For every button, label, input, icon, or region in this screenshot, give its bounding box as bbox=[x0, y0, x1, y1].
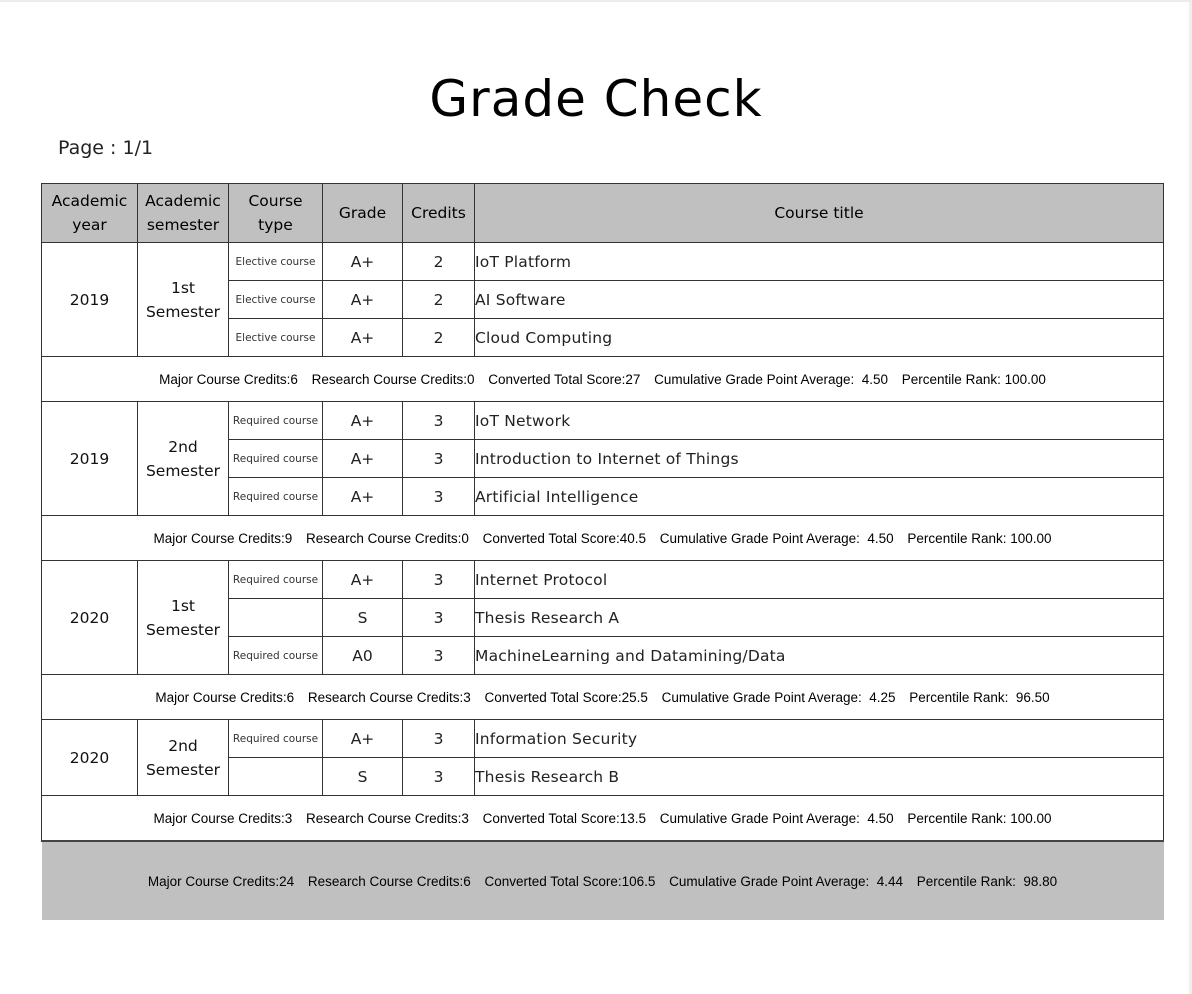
header-text: type bbox=[258, 216, 293, 234]
header-text: Academic bbox=[145, 192, 221, 210]
academic-year-cell: 2020 bbox=[42, 720, 138, 796]
semester-text: 2nd bbox=[168, 437, 198, 456]
course-type-cell: Required course bbox=[229, 720, 323, 758]
header-course-title: Course title bbox=[475, 184, 1164, 243]
grade-cell: A0 bbox=[323, 637, 403, 675]
course-type-cell bbox=[229, 758, 323, 796]
credits-cell: 2 bbox=[403, 243, 475, 281]
course-type-cell: Required course bbox=[229, 402, 323, 440]
academic-year-cell: 2020 bbox=[42, 561, 138, 675]
table-row bbox=[42, 720, 1164, 758]
grade-cell: S bbox=[323, 758, 403, 796]
total-major-credits: Major Course Credits:24 bbox=[147, 873, 295, 889]
grade-cell: A+ bbox=[323, 243, 403, 281]
percentile-rank: Percentile Rank: 100.00 bbox=[907, 810, 1052, 826]
grade-cell: A+ bbox=[323, 561, 403, 599]
research-credits: Research Course Credits:0 bbox=[311, 371, 475, 387]
academic-semester-cell bbox=[138, 243, 229, 357]
credits-cell: 3 bbox=[403, 440, 475, 478]
course-title-cell: Thesis Research B bbox=[475, 758, 1164, 796]
course-type-cell: Required course bbox=[229, 478, 323, 516]
credits-cell: 2 bbox=[403, 281, 475, 319]
header-academic-semester bbox=[138, 184, 229, 243]
academic-semester-cell bbox=[138, 561, 229, 675]
total-research-credits: Research Course Credits:6 bbox=[307, 873, 471, 889]
course-title-cell: MachineLearning and Datamining/Data bbox=[475, 637, 1164, 675]
credits-cell: 3 bbox=[403, 402, 475, 440]
semester-summary-row bbox=[42, 675, 1164, 720]
academic-year-cell: 2019 bbox=[42, 402, 138, 516]
header-text: year bbox=[72, 216, 107, 234]
table-row bbox=[42, 402, 1164, 440]
semester-summary-row bbox=[42, 796, 1164, 842]
credits-cell: 3 bbox=[403, 637, 475, 675]
header-text: Academic bbox=[51, 192, 128, 210]
course-title-cell: Information Security bbox=[475, 720, 1164, 758]
academic-semester-cell bbox=[138, 720, 229, 796]
grade-cell: A+ bbox=[323, 720, 403, 758]
percentile-rank: Percentile Rank: 100.00 bbox=[901, 371, 1046, 387]
overall-total-summary bbox=[42, 841, 1164, 920]
semester-summary-row bbox=[42, 357, 1164, 402]
grade-cell: S bbox=[323, 599, 403, 637]
semester-text: Semester bbox=[145, 620, 221, 639]
semester-text: 2nd bbox=[168, 736, 198, 755]
semester-summary-row bbox=[42, 516, 1164, 561]
course-title-cell: Internet Protocol bbox=[475, 561, 1164, 599]
semester-text: 1st bbox=[170, 278, 195, 297]
research-credits: Research Course Credits:3 bbox=[307, 689, 471, 705]
grade-cell: A+ bbox=[323, 402, 403, 440]
table-row bbox=[42, 561, 1164, 599]
total-converted-score: Converted Total Score:106.5 bbox=[484, 873, 656, 889]
cumulative-gpa: Cumulative Grade Point Average: 4.50 bbox=[659, 530, 894, 546]
research-credits: Research Course Credits:3 bbox=[306, 810, 469, 826]
total-cumulative-gpa: Cumulative Grade Point Average: 4.44 bbox=[669, 873, 904, 889]
converted-total-score: Converted Total Score:25.5 bbox=[484, 689, 648, 705]
major-credits: Major Course Credits:6 bbox=[155, 689, 295, 705]
major-credits: Major Course Credits:9 bbox=[153, 530, 293, 546]
course-type-cell bbox=[229, 599, 323, 637]
credits-cell: 2 bbox=[403, 319, 475, 357]
grade-cell: A+ bbox=[323, 281, 403, 319]
credits-cell: 3 bbox=[403, 720, 475, 758]
major-credits: Major Course Credits:3 bbox=[153, 810, 293, 826]
header-text: semester bbox=[146, 216, 220, 234]
course-title-cell: AI Software bbox=[475, 281, 1164, 319]
course-title-cell: IoT Network bbox=[475, 402, 1164, 440]
percentile-rank: Percentile Rank: 100.00 bbox=[907, 530, 1052, 546]
cumulative-gpa: Cumulative Grade Point Average: 4.25 bbox=[661, 689, 896, 705]
course-type-cell: Required course bbox=[229, 561, 323, 599]
credits-cell: 3 bbox=[403, 561, 475, 599]
major-credits: Major Course Credits:6 bbox=[159, 371, 298, 387]
course-type-cell: Required course bbox=[229, 440, 323, 478]
grade-cell: A+ bbox=[323, 478, 403, 516]
grades-table bbox=[41, 183, 1164, 920]
course-type-cell: Elective course bbox=[229, 319, 323, 357]
credits-cell: 3 bbox=[403, 599, 475, 637]
course-title-cell: Thesis Research A bbox=[475, 599, 1164, 637]
semester-summary bbox=[42, 796, 1164, 842]
header-credits: Credits bbox=[403, 184, 475, 243]
semester-summary bbox=[42, 357, 1164, 402]
table-header-row bbox=[42, 184, 1164, 243]
table-row bbox=[42, 243, 1164, 281]
course-title-cell: Cloud Computing bbox=[475, 319, 1164, 357]
header-text: Course bbox=[248, 192, 303, 210]
grade-cell: A+ bbox=[323, 440, 403, 478]
overall-total-row bbox=[42, 841, 1164, 920]
page-title: Grade Check bbox=[429, 70, 763, 128]
semester-text: 1st bbox=[170, 596, 195, 615]
credits-cell: 3 bbox=[403, 478, 475, 516]
academic-year-cell: 2019 bbox=[42, 243, 138, 357]
grade-cell: A+ bbox=[323, 319, 403, 357]
course-title-cell: IoT Platform bbox=[475, 243, 1164, 281]
percentile-rank: Percentile Rank: 96.50 bbox=[909, 689, 1050, 705]
header-grade: Grade bbox=[323, 184, 403, 243]
credits-cell: 3 bbox=[403, 758, 475, 796]
semester-summary bbox=[42, 675, 1164, 720]
course-title-cell: Introduction to Internet of Things bbox=[475, 440, 1164, 478]
research-credits: Research Course Credits:0 bbox=[306, 530, 469, 546]
cumulative-gpa: Cumulative Grade Point Average: 4.50 bbox=[654, 371, 889, 387]
academic-semester-cell bbox=[138, 402, 229, 516]
window-top-edge bbox=[0, 0, 1192, 2]
converted-total-score: Converted Total Score:13.5 bbox=[482, 810, 646, 826]
converted-total-score: Converted Total Score:27 bbox=[488, 371, 641, 387]
course-title-cell: Artificial Intelligence bbox=[475, 478, 1164, 516]
course-type-cell: Elective course bbox=[229, 281, 323, 319]
converted-total-score: Converted Total Score:40.5 bbox=[482, 530, 646, 546]
semester-text: Semester bbox=[145, 302, 221, 321]
course-type-cell: Required course bbox=[229, 637, 323, 675]
semester-text: Semester bbox=[145, 760, 221, 779]
course-type-cell: Elective course bbox=[229, 243, 323, 281]
semester-summary bbox=[42, 516, 1164, 561]
semester-text: Semester bbox=[145, 461, 221, 480]
total-percentile-rank: Percentile Rank: 98.80 bbox=[916, 873, 1058, 889]
header-course-type bbox=[229, 184, 323, 243]
page-number: Page : 1/1 bbox=[58, 137, 154, 159]
header-academic-year bbox=[42, 184, 138, 243]
cumulative-gpa: Cumulative Grade Point Average: 4.50 bbox=[659, 810, 894, 826]
